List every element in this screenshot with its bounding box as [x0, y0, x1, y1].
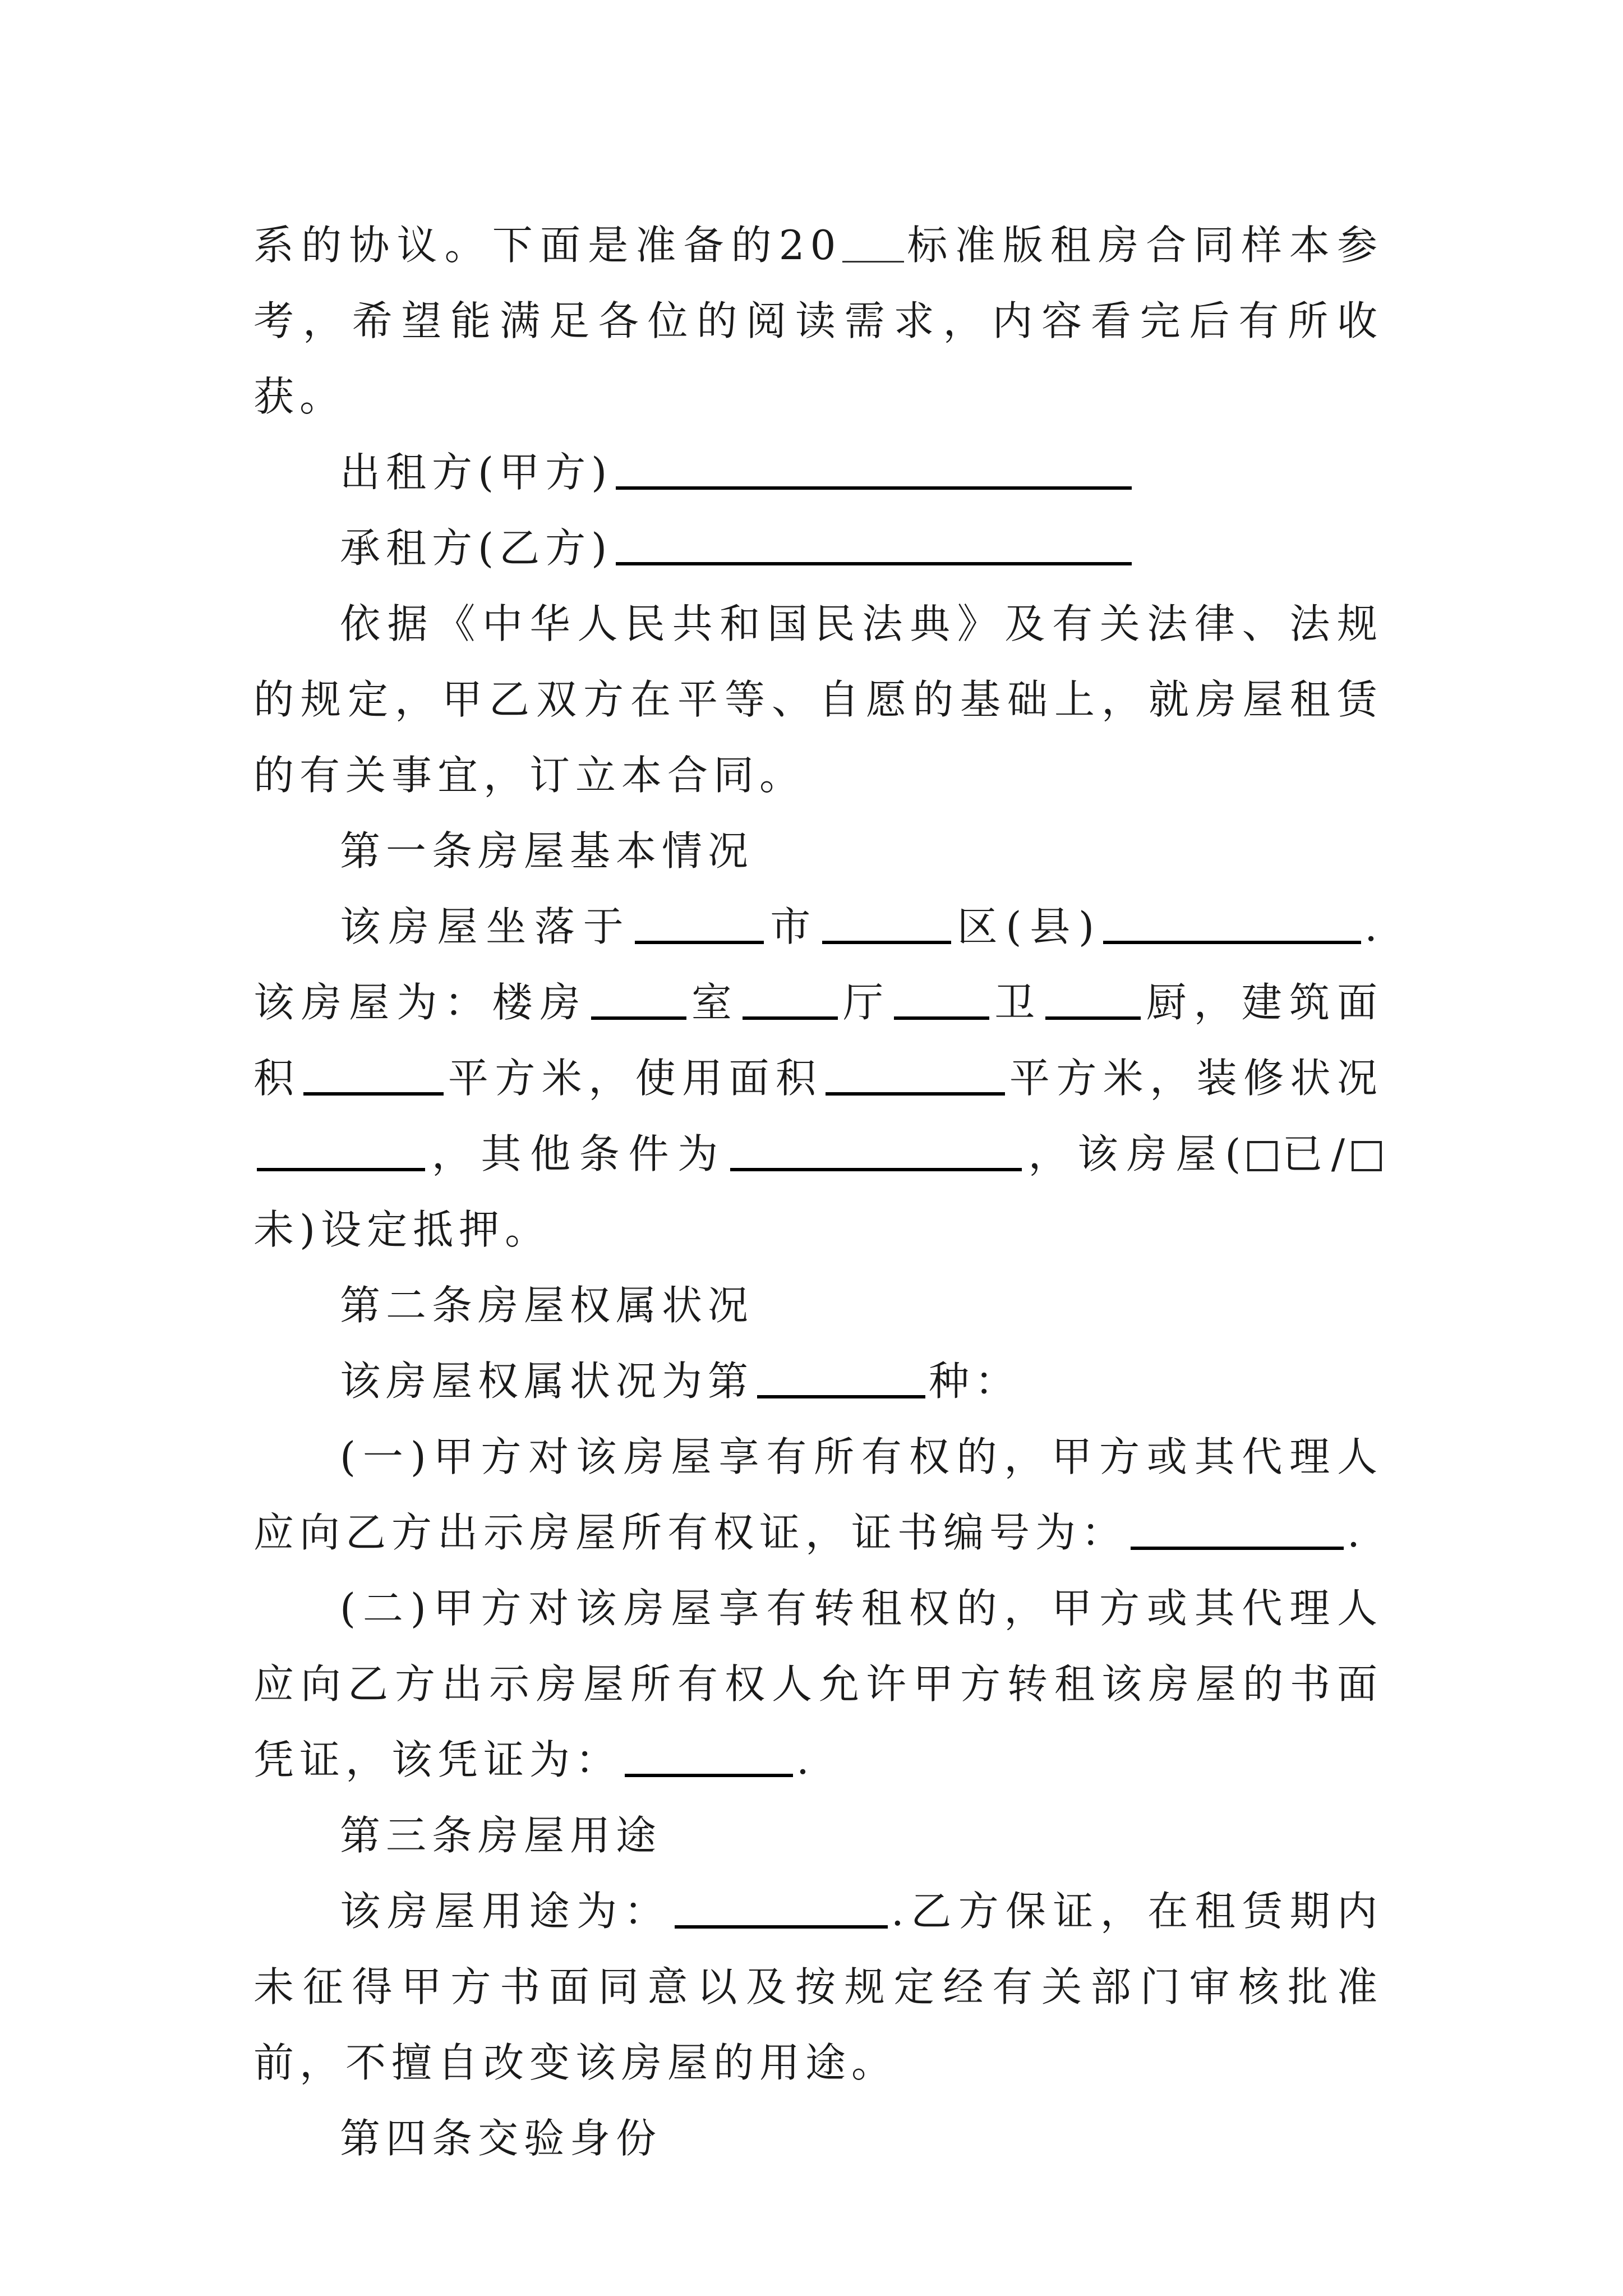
- article3-title: 第三条房屋用途: [340, 1812, 662, 1859]
- decoration-blank: [257, 1168, 425, 1171]
- lessor-blank: [616, 486, 1132, 490]
- article1-title: 第一条房屋基本情况: [340, 827, 754, 875]
- ownership-type-blank: [757, 1395, 925, 1398]
- address-blank: [1103, 941, 1361, 944]
- mortgage-no-checkbox: [1352, 1141, 1382, 1171]
- other-conditions-blank: [730, 1168, 1022, 1171]
- room-blank: [591, 1016, 686, 1020]
- bath-blank: [894, 1016, 989, 1020]
- city-blank: [635, 941, 764, 944]
- year-blank: [842, 261, 904, 263]
- usable-area-blank: [826, 1092, 1005, 1096]
- preamble-paragraph: 依据《中华人民共和国民法典》及有关法律、法规的规定，甲乙双方在平等、自愿的基础上，就房屋租赁的有关事宜，订立本合同。: [253, 600, 1383, 799]
- article4-title: 第四条交验身份: [340, 2115, 662, 2162]
- intro-paragraph: 系的协议。下面是准备的20 标准版租房合同样本参考，希望能满足各位的阅读需求，内容看完后有所收获。: [253, 222, 1383, 420]
- ownership-item-1: (一)甲方对该房屋享有所有权的，甲方或其代理人应向乙方出示房屋所有权证，证书编号为： .: [253, 1433, 1383, 1556]
- kitchen-blank: [1045, 1016, 1141, 1020]
- building-area-blank: [303, 1092, 444, 1096]
- lessor-line: 出租方(甲方): [253, 435, 1383, 510]
- certificate-number-blank: [1131, 1547, 1344, 1550]
- ownership-item-2: (二)甲方对该房屋享有转租权的，甲方或其代理人应向乙方出示房屋所有权人允许甲方转租该房屋的书面凭证，该凭证为： .: [253, 1585, 1383, 1783]
- document-body: [253, 208, 1383, 2177]
- ownership-type-line: 该房屋权属状况为第 种：: [340, 1358, 1021, 1405]
- mortgage-yes-checkbox: [1247, 1141, 1278, 1171]
- district-blank: [822, 941, 951, 944]
- article2-title: 第二条房屋权属状况: [340, 1282, 754, 1329]
- lessee-blank: [616, 562, 1132, 565]
- article1-paragraph: 该房屋坐落于 市 区(县) .该房屋为：楼房 室 厅 卫 厨，建筑面积 平方米，使用面积 平方米，装修状况，其他条件为 ，该房屋( 已/未)设定抵押。: [253, 903, 1383, 1253]
- usage-blank: [675, 1925, 888, 1929]
- hall-blank: [743, 1016, 838, 1020]
- lessee-line: 承租方(乙方): [253, 510, 1383, 586]
- article3-paragraph: 该房屋用途为： .乙方保证，在租赁期内未征得甲方书面同意以及按规定经有关部门审核批准前，不擅自改变该房屋的用途。: [253, 1888, 1383, 2086]
- voucher-blank: [625, 1774, 793, 1777]
